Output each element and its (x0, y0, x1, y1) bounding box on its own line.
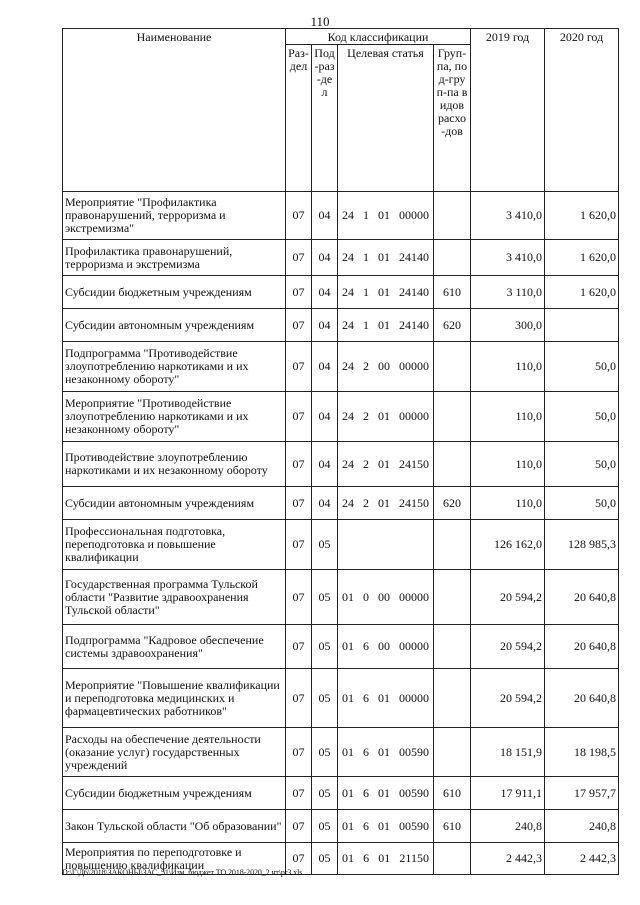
row-group (434, 240, 471, 276)
table-row (63, 520, 619, 570)
row-value-2019: 110,0 (471, 392, 545, 442)
row-section: 07 (286, 669, 312, 728)
row-section: 07 (286, 240, 312, 276)
row-target-part: 01 (378, 409, 390, 423)
table-body (63, 192, 619, 875)
row-target-part: 0 (363, 589, 369, 604)
row-section: 07 (286, 843, 312, 875)
row-target-part: 24 (342, 250, 354, 264)
row-target-part: 1 (363, 284, 369, 299)
row-section: 07 (286, 342, 312, 392)
header-year-2019: 2019 год (471, 29, 545, 192)
row-group: 610 (434, 777, 471, 810)
row-target-part: 00 (378, 589, 390, 604)
table-row (63, 487, 619, 520)
row-target-part: 24150 (399, 456, 429, 471)
table-row (63, 669, 619, 728)
row-target-part: 2 (363, 495, 369, 510)
row-name: Противодействие злоупотреблению наркотиками и их незаконному обороту (63, 442, 286, 487)
row-target-part: 01 (342, 851, 354, 865)
row-target-part: 00000 (399, 359, 429, 373)
row-name: Мероприятие "Профилактика правонарушений, терроризма и экстремизма" (63, 192, 286, 240)
row-group (434, 843, 471, 875)
row-value-2020: 1 620,0 (545, 240, 619, 276)
row-subsection: 05 (312, 669, 338, 728)
row-value-2019: 240,8 (471, 810, 545, 843)
row-target-part: 00000 (399, 690, 429, 705)
row-target-part: 2 (363, 456, 369, 471)
row-target-part: 01 (378, 250, 390, 264)
row-target-part: 01 (378, 851, 391, 865)
row-value-2020: 240,8 (545, 810, 619, 843)
row-target-part: 01 (378, 284, 390, 299)
row-group: 610 (434, 276, 471, 309)
row-value-2019: 3 410,0 (471, 192, 545, 240)
row-value-2020: 20 640,8 (545, 625, 619, 669)
row-target-part: 21150 (399, 851, 429, 865)
row-section: 07 (286, 309, 312, 342)
row-group (434, 520, 471, 570)
table-row (63, 570, 619, 625)
row-target-part: 01 (378, 456, 390, 471)
row-section: 07 (286, 392, 312, 442)
row-section: 07 (286, 520, 312, 570)
row-target-part: 00590 (399, 818, 429, 833)
row-name: Подпрограмма "Кадровое обеспечение системы здравоохранения" (63, 625, 286, 669)
row-target-part: 6 (363, 690, 369, 705)
row-section: 07 (286, 777, 312, 810)
row-target-article (338, 240, 434, 276)
row-name: Подпрограмма "Противодействие злоупотреблению наркотиками и их незаконному обороту" (63, 342, 286, 392)
header-name: Наименование (63, 29, 286, 192)
row-target-article (338, 843, 434, 875)
row-name: Профессиональная подготовка, переподготовка и повышение квалификации (63, 520, 286, 570)
row-target-part: 01 (342, 744, 354, 759)
row-value-2019: 20 594,2 (471, 570, 545, 625)
row-target-part: 24 (342, 284, 354, 299)
row-target-part: 24 (342, 359, 354, 373)
row-value-2020: 20 640,8 (545, 669, 619, 728)
row-group (434, 392, 471, 442)
row-subsection: 05 (312, 777, 338, 810)
header-target: Целевая статья (338, 45, 434, 192)
row-value-2020 (545, 309, 619, 342)
row-name: Расходы на обеспечение деятельности (оказание услуг) государственных учреждений (63, 728, 286, 777)
row-target-article (338, 777, 434, 810)
table-row (63, 342, 619, 392)
row-section: 07 (286, 625, 312, 669)
row-target-part: 6 (363, 785, 369, 800)
row-subsection: 04 (312, 192, 338, 240)
row-value-2020: 50,0 (545, 342, 619, 392)
row-group (434, 570, 471, 625)
table-row (63, 276, 619, 309)
table-row (63, 192, 619, 240)
row-target-part: 1 (363, 208, 369, 222)
row-target-part: 24140 (399, 317, 429, 332)
header-group: Груп-па, под-груп-па видов расхо-дов (434, 45, 471, 192)
row-target-part: 24 (342, 317, 354, 332)
header-subsection: Под-раз-дел (312, 45, 338, 192)
row-value-2020: 18 198,5 (545, 728, 619, 777)
row-value-2020: 50,0 (545, 392, 619, 442)
row-name: Мероприятие "Повышение квалификации и переподготовка медицинских и фармацевтических работников" (63, 669, 286, 728)
row-value-2019: 2 442,3 (471, 843, 545, 875)
row-target-article (338, 570, 434, 625)
row-target-part: 01 (342, 639, 354, 653)
row-target-part: 01 (342, 589, 354, 604)
footer-file-path: D:\Г\Д6\2018\ЗАКОНЫ\ЗАС_51\Изм. бюджет ТО 2018-2020_2 чт\pr3.xls (62, 868, 303, 877)
row-subsection: 04 (312, 487, 338, 520)
row-value-2020: 20 640,8 (545, 570, 619, 625)
row-target-article (338, 309, 434, 342)
row-target-part: 01 (378, 208, 390, 222)
row-target-part: 01 (378, 495, 390, 510)
row-target-part: 2 (363, 359, 369, 373)
row-subsection: 05 (312, 810, 338, 843)
row-group (434, 442, 471, 487)
row-target-part: 01 (342, 785, 354, 800)
row-value-2019: 18 151,9 (471, 728, 545, 777)
table-row (63, 777, 619, 810)
table-row (63, 309, 619, 342)
row-value-2020: 1 620,0 (545, 192, 619, 240)
row-value-2020: 50,0 (545, 442, 619, 487)
row-subsection: 04 (312, 392, 338, 442)
row-section: 07 (286, 487, 312, 520)
row-value-2019: 126 162,0 (471, 520, 545, 570)
row-target-part: 00000 (399, 639, 429, 653)
row-target-article (338, 520, 434, 570)
row-section: 07 (286, 192, 312, 240)
row-group (434, 669, 471, 728)
row-name: Субсидии автономным учреждениям (63, 487, 286, 520)
row-group (434, 625, 471, 669)
row-target-part: 1 (363, 250, 369, 264)
row-target-part: 01 (378, 744, 390, 759)
row-target-part: 00590 (399, 744, 429, 759)
row-target-part: 01 (378, 785, 390, 800)
row-target-part: 00000 (399, 409, 429, 423)
row-group: 610 (434, 810, 471, 843)
row-group (434, 192, 471, 240)
row-target-part: 24140 (399, 250, 429, 264)
row-target-part: 1 (363, 317, 369, 332)
row-section: 07 (286, 728, 312, 777)
row-target-part: 00000 (399, 208, 429, 222)
row-target-part: 01 (342, 818, 354, 833)
row-name: Профилактика правонарушений, терроризма и экстремизма (63, 240, 286, 276)
row-target-part: 00 (378, 639, 390, 653)
row-target-part: 00590 (399, 785, 429, 800)
row-subsection: 04 (312, 276, 338, 309)
row-value-2019: 20 594,2 (471, 669, 545, 728)
row-group (434, 728, 471, 777)
row-target-article (338, 810, 434, 843)
row-group (434, 342, 471, 392)
row-name: Субсидии бюджетным учреждениям (63, 777, 286, 810)
row-target-part: 2 (363, 409, 369, 423)
table-row (63, 625, 619, 669)
row-target-part: 24140 (399, 284, 429, 299)
row-value-2020: 1 620,0 (545, 276, 619, 309)
row-value-2020: 17 957,7 (545, 777, 619, 810)
row-section: 07 (286, 276, 312, 309)
row-target-article (338, 192, 434, 240)
row-value-2019: 20 594,2 (471, 625, 545, 669)
row-value-2019: 110,0 (471, 342, 545, 392)
row-subsection: 05 (312, 520, 338, 570)
row-target-part: 00 (378, 359, 390, 373)
row-name: Государственная программа Тульской области "Развитие здравоохранения Тульской области" (63, 570, 286, 625)
table-row (63, 810, 619, 843)
row-subsection: 05 (312, 843, 338, 875)
row-target-article (338, 276, 434, 309)
row-target-part: 24 (342, 409, 354, 423)
header-year-2020: 2020 год (545, 29, 619, 192)
header-section: Раз-дел (286, 45, 312, 192)
row-target-article (338, 625, 434, 669)
table-row (63, 392, 619, 442)
row-subsection: 05 (312, 570, 338, 625)
budget-table (62, 28, 619, 875)
row-section: 07 (286, 442, 312, 487)
table-row (63, 728, 619, 777)
row-target-part: 6 (363, 639, 369, 653)
page-number: 110 (310, 14, 330, 29)
row-target-part: 00000 (399, 589, 429, 604)
row-target-part: 24 (342, 456, 354, 471)
row-section: 07 (286, 570, 312, 625)
row-value-2019: 110,0 (471, 487, 545, 520)
row-value-2020: 50,0 (545, 487, 619, 520)
row-target-article (338, 669, 434, 728)
row-section: 07 (286, 810, 312, 843)
row-subsection: 05 (312, 728, 338, 777)
row-name: Субсидии автономным учреждениям (63, 309, 286, 342)
row-target-part: 6 (363, 818, 369, 833)
row-group: 620 (434, 309, 471, 342)
row-subsection: 04 (312, 342, 338, 392)
row-target-part: 01 (378, 818, 390, 833)
row-target-part: 01 (378, 690, 390, 705)
row-name: Закон Тульской области "Об образовании" (63, 810, 286, 843)
header-code: Код классификации (286, 29, 471, 45)
row-target-article (338, 392, 434, 442)
row-value-2020: 128 985,3 (545, 520, 619, 570)
row-target-article (338, 442, 434, 487)
row-target-article (338, 487, 434, 520)
row-subsection: 04 (312, 240, 338, 276)
row-subsection: 04 (312, 442, 338, 487)
row-target-part: 6 (363, 851, 370, 865)
row-value-2019: 3 110,0 (471, 276, 545, 309)
row-target-article (338, 342, 434, 392)
row-name: Мероприятия по переподготовке и повышению квалификации (63, 843, 286, 875)
row-target-part: 24 (342, 208, 354, 222)
row-name: Мероприятие "Противодействие злоупотреблению наркотиками и их незаконному обороту" (63, 392, 286, 442)
row-value-2019: 17 911,1 (471, 777, 545, 810)
table-row (63, 442, 619, 487)
row-subsection: 04 (312, 309, 338, 342)
row-target-part: 24150 (399, 495, 429, 510)
table-row (63, 240, 619, 276)
row-target-part: 6 (363, 744, 369, 759)
row-value-2020: 2 442,3 (545, 843, 619, 875)
row-target-part: 24 (342, 495, 354, 510)
row-name: Субсидии бюджетным учреждениям (63, 276, 286, 309)
row-value-2019: 110,0 (471, 442, 545, 487)
row-subsection: 05 (312, 625, 338, 669)
row-target-part: 01 (378, 317, 390, 332)
row-target-article (338, 728, 434, 777)
row-group: 620 (434, 487, 471, 520)
row-value-2019: 3 410,0 (471, 240, 545, 276)
row-target-part: 01 (342, 690, 354, 705)
row-value-2019: 300,0 (471, 309, 545, 342)
